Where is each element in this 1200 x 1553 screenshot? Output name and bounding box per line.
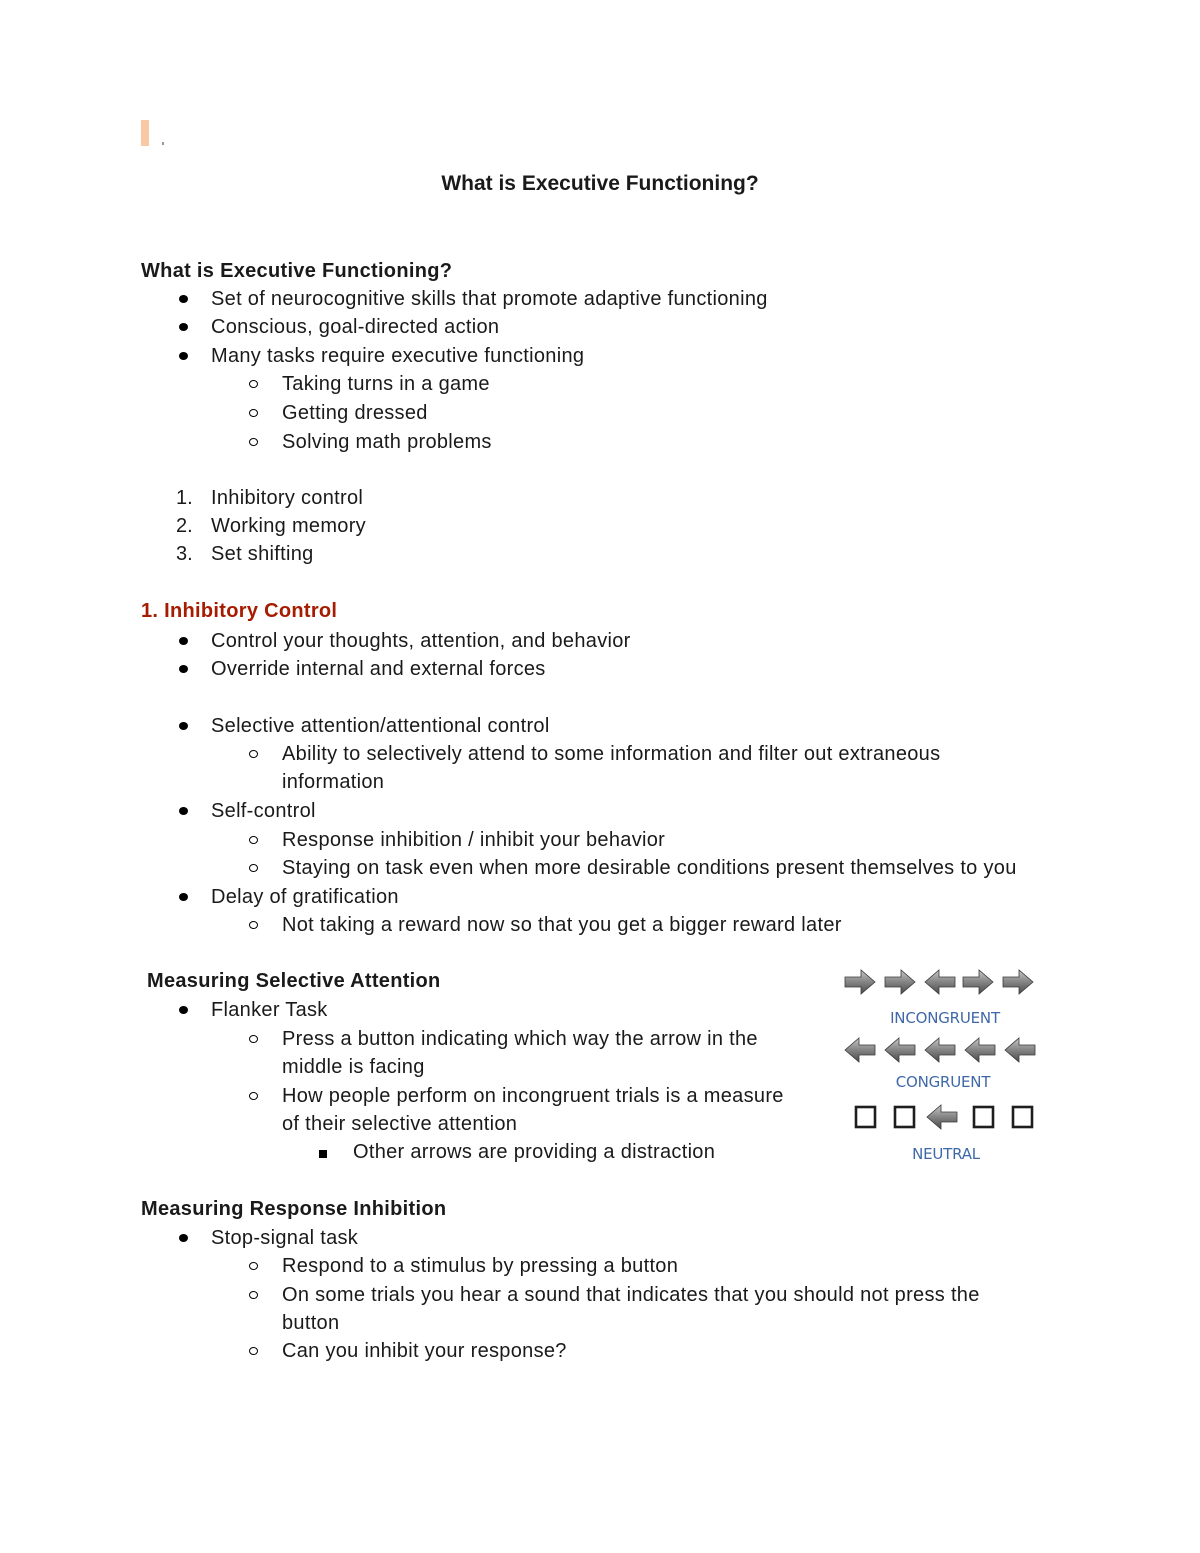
bullet-dot (179, 295, 188, 303)
arrow-left-icon (925, 970, 955, 994)
list-item: Set shifting (211, 543, 314, 565)
list-item: Flanker Task (211, 999, 328, 1021)
arrow-right-icon (885, 970, 915, 994)
arrow-left-icon (1005, 1038, 1035, 1062)
bullet-circle (249, 1347, 258, 1355)
page-title: What is Executive Functioning? (441, 172, 759, 195)
arrow-right-icon (963, 970, 993, 994)
section-heading-ef: What is Executive Functioning? (141, 260, 453, 282)
bullet-circle (249, 921, 258, 929)
bullet-dot (179, 893, 188, 901)
list-item: Taking turns in a game (282, 373, 490, 395)
bullet-circle (249, 836, 258, 844)
highlight-marker (141, 120, 149, 146)
section-heading-inhibitory: 1. Inhibitory Control (141, 600, 338, 622)
list-item: Override internal and external forces (211, 658, 546, 680)
bullet-circle (249, 380, 258, 388)
list-item: Getting dressed (282, 402, 428, 424)
list-item-continuation: of their selective attention (282, 1113, 518, 1135)
bullet-circle (249, 750, 258, 758)
list-item: Solving math problems (282, 431, 492, 453)
list-item: Staying on task even when more desirable conditions present themselves to you (282, 857, 1017, 879)
list-item: Not taking a reward now so that you get a bigger reward later (282, 914, 842, 936)
bullet-dot (179, 665, 188, 673)
list-item: How people perform on incongruent trials is a measure (282, 1085, 784, 1107)
incongruent-row (845, 970, 1033, 994)
congruent-label: CONGRUENT (895, 1073, 991, 1091)
congruent-row (845, 1038, 1035, 1062)
arrow-left-icon (927, 1105, 957, 1129)
list-item: Control your thoughts, attention, and behavior (211, 630, 631, 652)
bullet-dot (179, 352, 188, 360)
square-icon (1013, 1107, 1032, 1127)
list-number: 3. (176, 543, 193, 565)
bullet-dot (179, 323, 188, 331)
cursor-mark (162, 142, 164, 145)
arrow-left-icon (845, 1038, 875, 1062)
list-item: Inhibitory control (211, 487, 364, 509)
arrow-right-icon (845, 970, 875, 994)
list-item: Many tasks require executive functioning (211, 345, 585, 367)
list-item-continuation: information (282, 771, 385, 793)
list-item: On some trials you hear a sound that indicates that you should not press the (282, 1284, 980, 1306)
bullet-dot (179, 722, 188, 730)
arrow-left-icon (885, 1038, 915, 1062)
bullet-dot (179, 637, 188, 645)
list-item: Working memory (211, 515, 366, 537)
incongruent-label: INCONGRUENT (890, 1009, 1000, 1027)
neutral-row (856, 1105, 1032, 1129)
bullet-circle (249, 1092, 258, 1100)
bullet-circle (249, 409, 258, 417)
list-item: Stop-signal task (211, 1227, 359, 1249)
list-item: Self-control (211, 800, 316, 822)
bullet-circle (249, 1262, 258, 1270)
list-item: Press a button indicating which way the arrow in the (282, 1028, 758, 1050)
bullet-dot (179, 1006, 188, 1014)
list-item: Delay of gratification (211, 886, 399, 908)
bullet-circle (249, 438, 258, 446)
arrow-left-icon (965, 1038, 995, 1062)
arrow-left-icon (925, 1038, 955, 1062)
square-icon (974, 1107, 993, 1127)
list-item: Conscious, goal-directed action (211, 316, 500, 338)
list-item: Set of neurocognitive skills that promote adaptive functioning (211, 288, 768, 310)
list-item: Selective attention/attentional control (211, 715, 550, 737)
flanker-task-figure (840, 962, 1050, 1167)
bullet-circle (249, 1035, 258, 1043)
list-item: Response inhibition / inhibit your behavior (282, 829, 666, 851)
section-heading-response: Measuring Response Inhibition (141, 1198, 447, 1220)
bullet-circle (249, 1291, 258, 1299)
neutral-label: NEUTRAL (912, 1145, 980, 1163)
bullet-circle (249, 864, 258, 872)
list-item: Ability to selectively attend to some information and filter out extraneous (282, 743, 941, 765)
arrow-right-icon (1003, 970, 1033, 994)
bullet-dot (179, 1234, 188, 1242)
section-heading-selective: Measuring Selective Attention (147, 970, 441, 992)
bullet-dot (179, 807, 188, 815)
list-item: Respond to a stimulus by pressing a button (282, 1255, 679, 1277)
list-number: 2. (176, 515, 193, 537)
square-icon (895, 1107, 914, 1127)
list-number: 1. (176, 487, 193, 509)
list-item-continuation: button (282, 1312, 340, 1334)
list-item: Other arrows are providing a distraction (353, 1141, 716, 1163)
list-item: Can you inhibit your response? (282, 1340, 567, 1362)
bullet-square (319, 1150, 327, 1158)
list-item-continuation: middle is facing (282, 1056, 425, 1078)
square-icon (856, 1107, 875, 1127)
